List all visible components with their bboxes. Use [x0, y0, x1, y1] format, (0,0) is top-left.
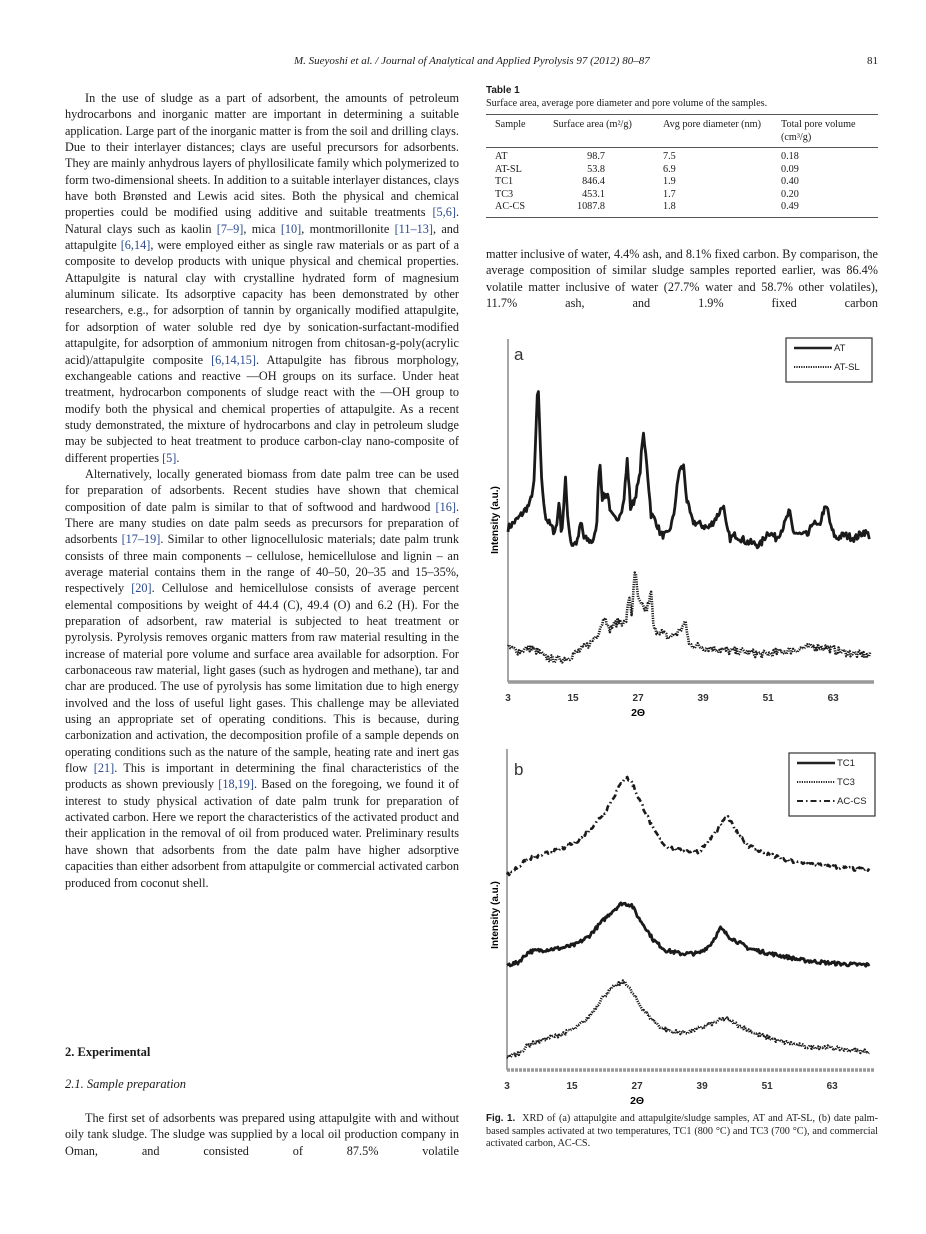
citation-link[interactable]: [7–9] — [216, 221, 244, 236]
citation-link[interactable]: [10] — [280, 221, 302, 236]
series-line-tc1 — [507, 903, 869, 966]
cell-pore-volume: 0.09 — [781, 163, 799, 175]
legend-label-ac-cs: AC-CS — [837, 796, 867, 807]
cell-pore-volume: 0.18 — [781, 151, 799, 162]
citation-link[interactable]: [21] — [93, 761, 115, 776]
series-line-at — [508, 392, 870, 548]
paragraph-composition: matter inclusive of water, 4.4% ash, and 8.1% fixed carbon. By comparison, the average composition of similar sludge samples reported earlier, was 86.4% volatile matter inclusive of water (27.7% water and 58.7% other volatiles), 11.7% ash, and 1.9% fixed carbon — [486, 247, 878, 311]
citation-link[interactable]: [6,14,15] — [211, 352, 257, 367]
cell-pore-volume: 0.40 — [781, 176, 799, 187]
panel-label: a — [514, 345, 524, 364]
figure-label: Fig. 1. — [486, 1113, 516, 1124]
paragraph-sample-preparation: The first set of adsorbents was prepared using attapulgite with and without oily tank sludge. The sludge was supplied by a local oil production company in Oman, and consisted of 87.5% volatile — [65, 1111, 459, 1158]
legend-label-at-sl: AT-SL — [834, 362, 860, 373]
x-tick-label: 15 — [566, 1081, 578, 1092]
citation-link[interactable]: [20] — [131, 581, 152, 596]
legend-label-tc1: TC1 — [837, 758, 855, 769]
x-tick-label: 27 — [631, 1081, 643, 1092]
table-row — [486, 148, 878, 164]
cell-surface-area: 1087.8 — [576, 201, 605, 212]
citation-link[interactable]: [11–13] — [394, 221, 433, 236]
legend-label-at: AT — [834, 343, 846, 354]
citation-link[interactable]: [5] — [162, 450, 177, 465]
legend-box — [786, 338, 872, 382]
xrd-chart-b — [486, 745, 880, 1110]
figure-caption — [486, 1113, 878, 1151]
table-1 — [486, 85, 878, 218]
paragraph-clays: In the use of sludge as a part of adsorbent, the amounts of petroleum hydrocarbons and inorganic matter are important in determining a suitable application. Large part of the inorganic matter is from the soil and drilling clays. Due to their interlayer distances; clays are useful precursors for adsorbents. They are mainly anhydrous layers of phyllosilicate family which polymerized to form two-dimensional sheets. In addition to a suitable interlayer distances, clays have both Brønsted and Lewis acid sites. Both the physical and chemical properties could be modified using additive and suitable treatments [5,6]. Natural clays such as kaolin [7–9], mica [10], montmorillonite [11–13], and attapulgite [6,14], were employed either as single raw materials or as part of a composite to develop products with unique physical and chemical properties. Attapulgite is natural clay with crystalline hydrated form of magnesium aluminum silicate. Its adsorptive capacity has been demonstrated by other researchers, e.g., for adsorption of tannin by organically modified attapulgite, for adsorption of water soluble red dye by sonication-surfactant-modified attapulgite, for adsorption of ammonium nitrogen from chitosan-g-poly(acrylic acid)/attapulgite composite [6,14,15]. Attapulgite has fibrous morphology, exchangeable cations and reactive —OH groups on its surface. Under heat treatment, hydrocarbon components of sludge react with the —OH group to modify both the physical and chemical properties of attapulgite. As a recent study demonstrated, the mixture of hydrocarbons and clay in petroleum sludge may be subjected to heat treatment to produce carbon-clay nano-composite of different properties [5]. — [65, 91, 460, 465]
section-paragraph — [65, 1110, 459, 1159]
citation-link[interactable]: [16] — [435, 499, 456, 514]
right-column-text — [486, 246, 878, 311]
cell-pore-diameter: 7.5 — [663, 151, 676, 162]
citation-link[interactable]: [5,6] — [432, 205, 456, 220]
y-axis-title: Intensity (a.u.) — [490, 881, 501, 949]
cell-surface-area: 846.4 — [582, 176, 605, 187]
cell-sample: AT — [495, 151, 508, 162]
series-line-at-sl — [508, 573, 870, 663]
x-tick-label: 51 — [761, 1081, 773, 1092]
cell-sample: AT-SL — [495, 163, 522, 175]
figure-caption-text: XRD of (a) attapulgite and attapulgite/sludge samples, AT and AT-SL, (b) date palm-based samples activated at two temperatures, TC1 (800 °C) and TC3 (700 °C), and commercial activated carbon, AC-CS. — [486, 1113, 878, 1150]
x-tick-label: 51 — [762, 693, 774, 704]
subsection-heading: 2.1. Sample preparation — [65, 1077, 187, 1091]
cell-surface-area: 453.1 — [582, 188, 605, 200]
x-axis-title: 2Θ — [630, 1095, 645, 1107]
page-number: 81 — [867, 55, 878, 67]
x-tick-label: 3 — [504, 1081, 510, 1092]
x-tick-label: 3 — [505, 693, 511, 704]
column-header-surface-area: Surface area (m²/g) — [553, 115, 663, 148]
cell-pore-volume: 0.49 — [781, 201, 799, 212]
cell-surface-area: 53.8 — [587, 163, 605, 175]
x-axis-title: 2Θ — [631, 707, 646, 719]
series-line-tc3 — [507, 981, 869, 1058]
left-column-text — [65, 90, 459, 891]
cell-sample: TC1 — [495, 176, 514, 187]
cell-pore-diameter: 1.8 — [663, 201, 676, 212]
legend-label-tc3: TC3 — [837, 777, 855, 788]
column-header-pore-volume: Total pore volume (cm³/g) — [781, 115, 878, 148]
x-tick-label: 39 — [697, 693, 709, 704]
running-header: M. Sueyoshi et al. / Journal of Analytical and Applied Pyrolysis 97 (2012) 80–87 — [294, 55, 650, 67]
x-tick-label: 27 — [632, 693, 644, 704]
cell-sample: AC-CS — [495, 201, 526, 212]
column-header-pore-diameter: Avg pore diameter (nm) — [663, 115, 781, 148]
cell-sample: TC3 — [495, 188, 514, 200]
section-heading: 2. Experimental — [65, 1045, 151, 1059]
citation-link[interactable]: [17–19] — [121, 532, 161, 547]
table-caption: Surface area, average pore diameter and pore volume of the samples. — [486, 97, 768, 109]
x-tick-label: 63 — [827, 693, 839, 704]
y-axis-title: Intensity (a.u.) — [490, 486, 501, 554]
xrd-chart-a — [486, 335, 880, 725]
table-row — [486, 189, 878, 202]
x-tick-label: 15 — [567, 693, 579, 704]
table-row — [486, 164, 878, 177]
table-row — [486, 176, 878, 189]
cell-surface-area: 98.7 — [587, 151, 605, 162]
table-row — [486, 201, 878, 217]
data-table — [486, 114, 878, 218]
table-label: Table 1 — [486, 85, 520, 96]
x-tick-label: 39 — [696, 1081, 708, 1092]
panel-label: b — [514, 760, 524, 779]
cell-pore-diameter: 1.9 — [663, 176, 676, 187]
citation-link[interactable]: [18,19] — [218, 777, 254, 792]
cell-pore-diameter: 6.9 — [663, 163, 676, 175]
column-header-sample: Sample — [486, 115, 553, 148]
paragraph-date-palm: Alternatively, locally generated biomass from date palm tree can be used for preparation of adsorbents. Recent studies have shown that chemical composition of date palm is similar to that of softwood and hardwood [16]. There are many studies on date palm seeds as precursors for preparation of adsorbents [17–19]. Similar to other lignocellulosic materials; date palm trunk consists of three main components – cellulose, hemicellulose and lignin – an average material contains them in the range of 40–50, 20–35 and 15–35%, respectively [20]. Cellulose and hemicellulose consists of average percent elemental compositions by weight of 44.4 (C), 49.4 (O) and 6.2 (H). For the preparation of adsorbent, raw material is subjected to heat treatment or pyrolysis. Pyrolysis removes organic matters from raw material resulting in the increase of material pore volume and surface area available for adsorption. For carbonaceous raw material, light gases (such as hydrogen and methane), tar and char are produced. The use of pyrolysis has some limitation due to high energy involved and the loss of useful light gases. This challenge may be alleviated using an appropriate set of operating conditions. This is because, during carbonization and activation, the decomposition profile of a sample depends on operating conditions such as the nature of the sample, heating rate and inert gas flow [21]. This is important in determining the final characteristics of the products as shown previously [18,19]. Based on the foregoing, we found it of interest to study physical activation of date palm trunk for preparation of activated carbon. Here we report the characteristics of the activated product and their application in the removal of oil from produced water. Preliminary results have shown that adsorbents from the date palm have higher adsorptive capacities than either adsorbent from attapulgite or commercial activated carbon produced from coconut shell. — [65, 466, 459, 890]
cell-pore-volume: 0.20 — [781, 188, 799, 200]
cell-pore-diameter: 1.7 — [663, 188, 676, 200]
x-tick-label: 63 — [826, 1081, 838, 1092]
citation-link[interactable]: [6,14] — [120, 238, 151, 253]
